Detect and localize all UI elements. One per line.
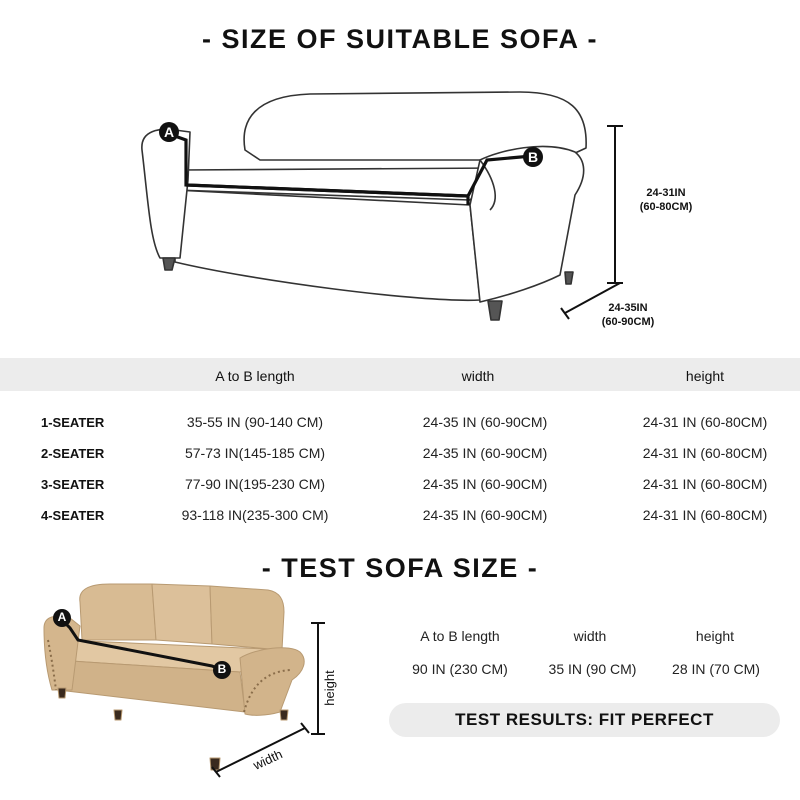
cell-ab: 35-55 IN (90-140 CM) (186, 414, 324, 430)
header-height: height (685, 368, 725, 384)
test-result-text: TEST RESULTS: FIT PERFECT (455, 710, 714, 729)
cell-height: 24-31 IN (60-80CM) (642, 507, 768, 523)
cell-height: 24-31 IN (60-80CM) (642, 445, 768, 461)
dim-depth-line1: 24-35IN (608, 302, 648, 314)
marker-a-label: A (163, 124, 175, 140)
row-label: 2-SEATER (41, 446, 105, 461)
test-value-height: 28 IN (70 CM) (672, 661, 760, 677)
cell-ab: 77-90 IN(195-230 CM) (184, 476, 326, 492)
test-title: - TEST SOFA SIZE - (261, 553, 539, 583)
marker-b-label: B (527, 149, 539, 165)
cell-height: 24-31 IN (60-80CM) (642, 476, 768, 492)
test-header-ab: A to B length (420, 628, 500, 644)
cell-ab: 57-73 IN(145-185 CM) (184, 445, 326, 461)
top-title: - SIZE OF SUITABLE SOFA - (201, 24, 598, 54)
row-label: 1-SEATER (41, 415, 105, 430)
header-width: width (461, 368, 495, 384)
dim-height-line1: 24-31IN (646, 187, 686, 199)
row-label: 4-SEATER (41, 508, 105, 523)
cell-width: 24-35 IN (60-90CM) (422, 445, 548, 461)
test-header-width: width (573, 628, 607, 644)
cell-width: 24-35 IN (60-90CM) (422, 507, 548, 523)
test-value-width: 35 IN (90 CM) (548, 661, 637, 677)
cell-ab: 93-118 IN(235-300 CM) (181, 507, 329, 523)
cell-height: 24-31 IN (60-80CM) (642, 414, 768, 430)
test-height-label: height (322, 670, 337, 706)
test-header-height: height (695, 628, 735, 644)
cell-width: 24-35 IN (60-90CM) (422, 414, 548, 430)
cell-width: 24-35 IN (60-90CM) (422, 476, 548, 492)
dim-depth-line2: (60-90CM) (601, 316, 655, 328)
dim-height-line2: (60-80CM) (639, 201, 693, 213)
header-ab-length: A to B length (215, 368, 295, 384)
test-marker-b-label: B (217, 662, 227, 676)
test-width-label: width (250, 746, 285, 773)
test-marker-a-label: A (57, 610, 67, 624)
row-label: 3-SEATER (41, 477, 105, 492)
test-value-ab: 90 IN (230 CM) (412, 661, 508, 677)
